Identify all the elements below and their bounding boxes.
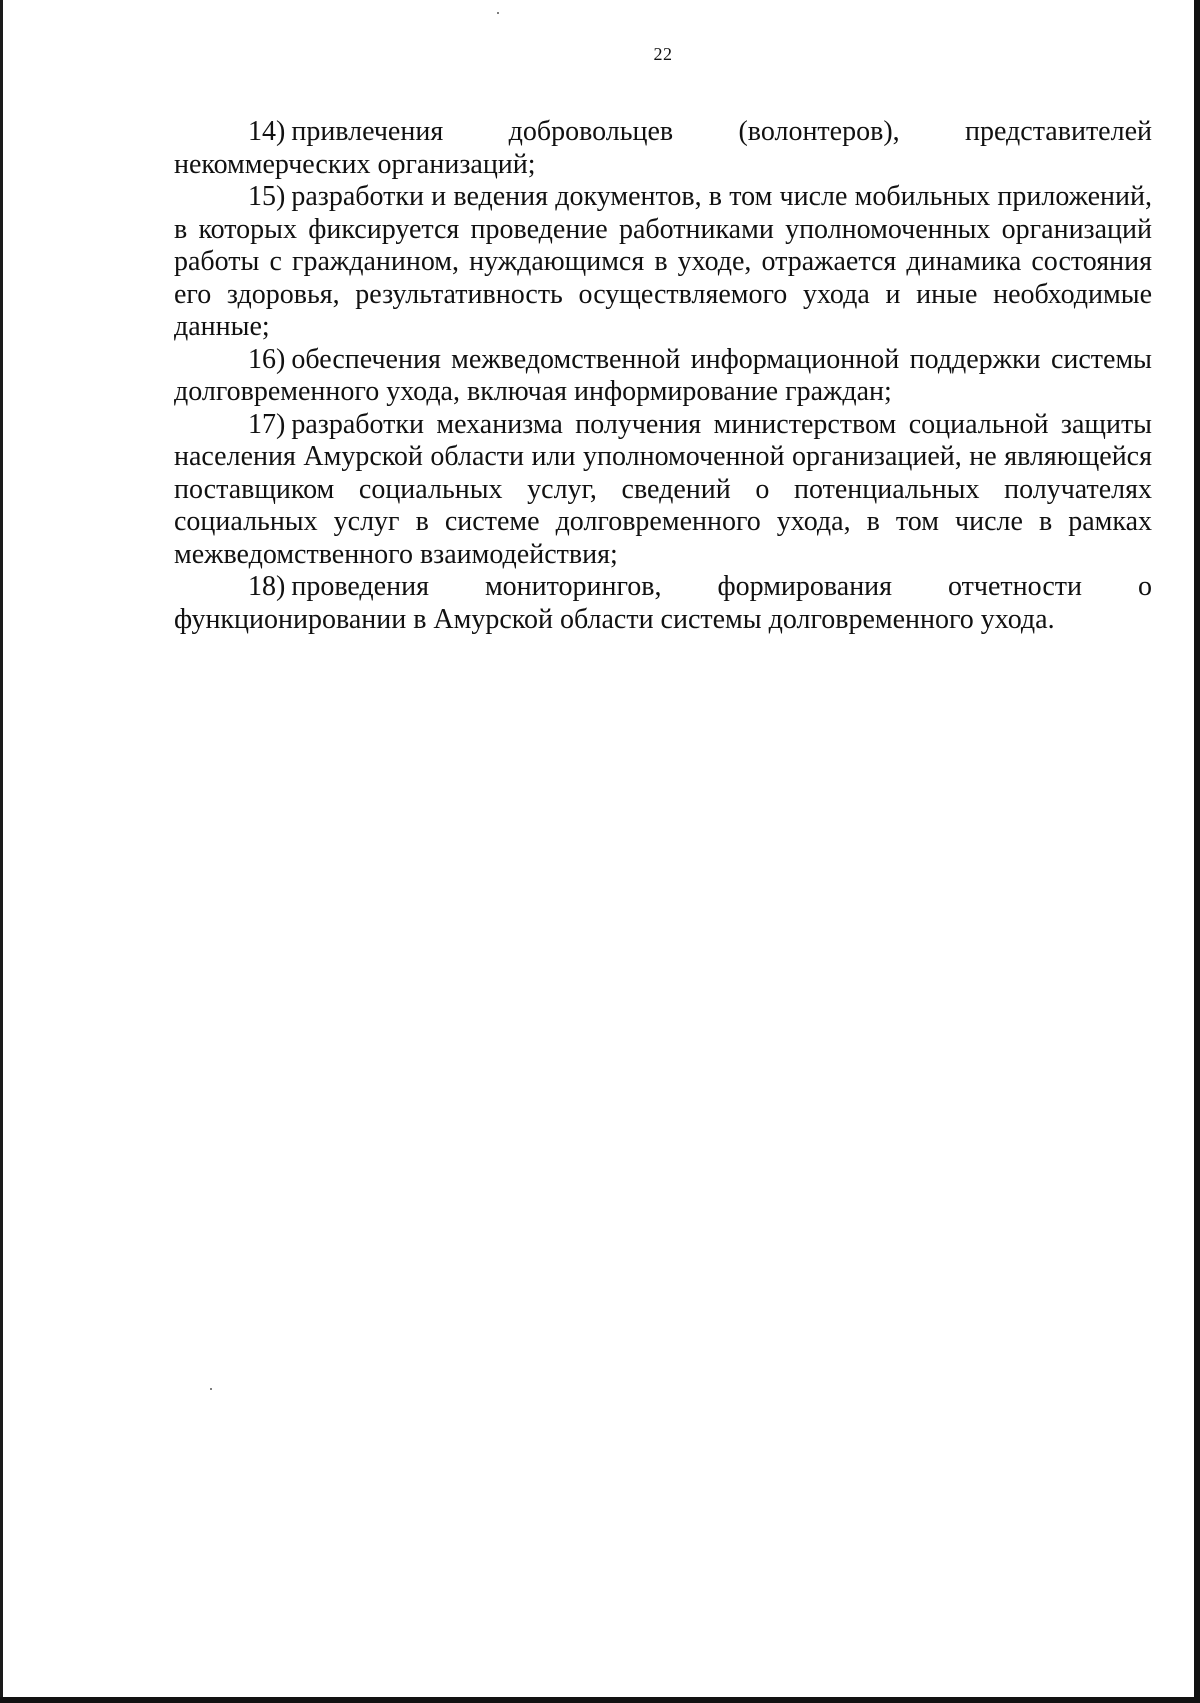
item-text: проведения мониторингов, формирования отчетности о функционировании в Амурской области системы долговременного ухода. [174, 571, 1152, 635]
scan-edge-right [1194, 0, 1200, 1703]
scan-edge-left [0, 0, 3, 1703]
item-number: 17) [248, 408, 286, 440]
list-item-17 [174, 409, 1152, 572]
item-number: 16) [248, 343, 286, 375]
item-number: 18) [248, 571, 286, 602]
item-text: обеспечения межведомственной информационной поддержки системы долговременного ухода, включая информирование граждан; [174, 343, 1152, 407]
item-number: 14) [248, 116, 286, 147]
item-text: разработки механизма получения министерством социальной защиты населения Амурской области или уполномоченной организацией, не являющейся поставщиком социальных услуг, сведений о потенциальных получателях социальных услуг в системе долговременного ухода, в том числе в рамках межведомственного взаимодействия; [174, 408, 1152, 570]
scan-edge-bottom [0, 1697, 1200, 1703]
list-item-14 [174, 116, 1152, 181]
page-number: 22 [653, 44, 673, 64]
body-text [174, 116, 1152, 636]
scan-speck [497, 12, 499, 14]
scan-speck [210, 1388, 212, 1390]
list-item-15 [174, 181, 1152, 344]
item-text: привлечения добровольцев (волонтеров), представителей некоммерческих организаций; [174, 116, 1152, 180]
list-item-18 [174, 571, 1152, 636]
item-text: разработки и ведения документов, в том числе мобильных приложений, в которых фиксируется проведение работниками уполномоченных организаций работы с гражданином, нуждающимся в уходе, отражается динамика состояния его здоровья, результативность осуществляемого ухода и иные необходимые данные; [174, 181, 1152, 342]
item-number: 15) [248, 181, 286, 212]
list-item-16 [174, 344, 1152, 409]
